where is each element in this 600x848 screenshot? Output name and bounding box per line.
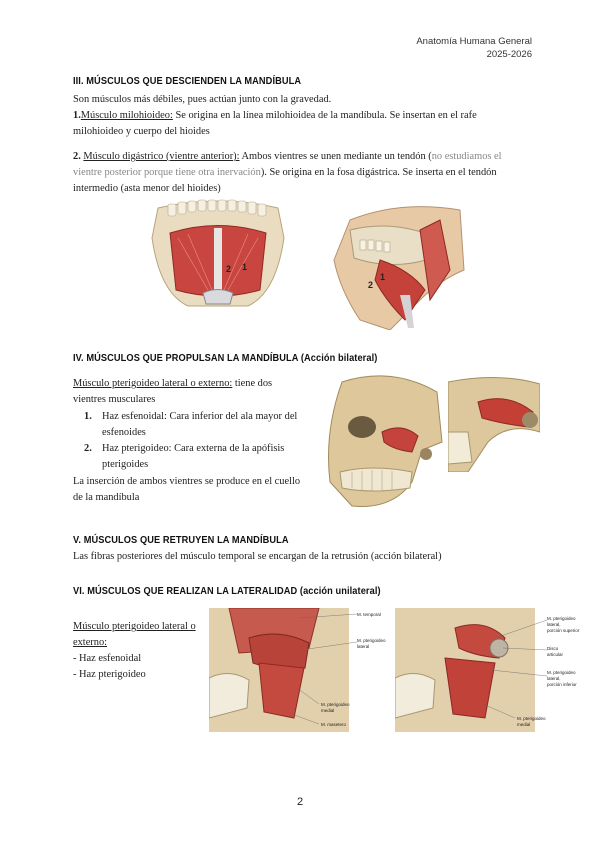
head-lateral-view-figure bbox=[330, 200, 466, 330]
academic-year: 2025-2026 bbox=[486, 49, 532, 60]
digastrico-line-3: intermedio (asta menor del hioides) bbox=[73, 183, 221, 194]
label-lateral: lateral bbox=[357, 644, 370, 649]
item-number: 2. bbox=[73, 151, 81, 162]
digastrico-line-1 bbox=[73, 149, 502, 165]
section-6-title-suffix: (acción unilateral) bbox=[297, 585, 381, 597]
section-4-title bbox=[73, 352, 377, 364]
pterygoid-muscles-figure-1 bbox=[209, 608, 391, 732]
label-medial: medial bbox=[517, 722, 531, 727]
pterygoid-muscles-figure-2 bbox=[395, 608, 590, 732]
mandible-inferior-view-figure bbox=[148, 198, 288, 313]
label-m-pterigoideo-medial: M. pterigoideo bbox=[321, 702, 350, 707]
digastrico-desc-cont: ). Se origina en la fosa digástrica. Se inserta en el tendón bbox=[260, 167, 497, 178]
section-5-text: Las fibras posteriores del músculo temporal se encargan de la retrusión (acción bilateral) bbox=[73, 551, 442, 562]
list-item-text: Haz esfenoidal: Cara inferior del ala mayor del bbox=[102, 411, 298, 422]
digastrico-desc: Ambos vientres se unen mediante un tendón ( bbox=[239, 151, 432, 162]
label-porcion-superior: porción superior bbox=[547, 628, 580, 633]
list-item-number: 1. bbox=[84, 411, 92, 422]
label-porcion-inferior: porción inferior bbox=[547, 682, 577, 687]
milohioideo-name: Músculo milohioideo: bbox=[80, 110, 173, 121]
lateralidad-item-2: - Haz pterigoideo bbox=[73, 669, 146, 680]
label-articular: articular bbox=[547, 652, 564, 657]
digastrico-note: no estudiamos el bbox=[431, 151, 502, 162]
label-disco: Disco bbox=[547, 646, 559, 651]
pterigoideo-intro-line-1 bbox=[73, 376, 272, 392]
figure-label-2: 2 bbox=[368, 280, 374, 290]
label-lateral: lateral, bbox=[547, 676, 561, 681]
list-item-number: 2. bbox=[84, 443, 92, 454]
course-name: Anatomía Humana General bbox=[416, 36, 532, 47]
pterigoideo-intro-line-2: vientres musculares bbox=[73, 394, 156, 405]
label-lateral: lateral, bbox=[547, 622, 561, 627]
section-3-title: III. MÚSCULOS QUE DESCIENDEN LA MANDÍBULA bbox=[73, 75, 302, 87]
page-number: 2 bbox=[296, 796, 304, 808]
digastrico-line-2 bbox=[73, 165, 497, 181]
lateralidad-muscle-name-cont: externo: bbox=[73, 637, 108, 648]
pterigoideo-name: Músculo pterigoideo lateral o externo: bbox=[73, 378, 233, 389]
list-item bbox=[84, 441, 297, 457]
label-m-pterigoideo-medial: M. pterigoideo bbox=[517, 716, 546, 721]
lateralidad-muscle-name: Músculo pterigoideo lateral o bbox=[73, 621, 196, 632]
insercion-line-2: de la mandíbula bbox=[73, 492, 140, 503]
digastrico-note-cont: vientre posterior porque tiene otra inervación bbox=[73, 167, 261, 178]
section-4-title-suffix: (Acción bilateral) bbox=[298, 352, 378, 364]
section-3-intro: Son músculos más débiles, pues actúan junto con la gravedad. bbox=[73, 94, 332, 105]
list-item-cont: esfenoides bbox=[102, 427, 146, 438]
milohioideo-desc: Se origina en la línea milohioidea de la mandíbula. Se insertan en el rafe bbox=[172, 110, 477, 121]
skull-lateral-figure bbox=[322, 372, 444, 512]
label-m-pterigoideo-lateral: M. pterigoideo bbox=[547, 616, 576, 621]
label-m-temporal: M. temporal bbox=[357, 612, 381, 617]
figure-label-1: 1 bbox=[242, 262, 248, 272]
list-item-text: Haz pterigoideo: Cara externa de la apófisis bbox=[102, 443, 285, 454]
milohioideo-line-1 bbox=[73, 108, 477, 124]
label-m-pterigoideo-lateral: M. pterigoideo bbox=[547, 670, 576, 675]
section-4-title-main: IV. MÚSCULOS QUE PROPULSAN LA MANDÍBULA bbox=[73, 352, 299, 364]
section-6-title bbox=[73, 585, 381, 597]
list-item bbox=[84, 409, 297, 425]
section-6-title-main: VI. MÚSCULOS QUE REALIZAN LA LATERALIDAD bbox=[73, 585, 298, 597]
lateralidad-item-1: - Haz esfenoidal bbox=[73, 653, 142, 664]
pterigoideo-desc: tiene dos bbox=[232, 378, 273, 389]
figure-label-2: 2 bbox=[226, 264, 232, 274]
list-item-cont: pterigoides bbox=[102, 459, 149, 470]
lateralidad-name-line-1 bbox=[73, 619, 196, 635]
item-number: 1. bbox=[73, 110, 81, 121]
label-m-masetero: M. masetero bbox=[321, 722, 347, 727]
label-m-pterigoideo-lateral: M. pterigoideo bbox=[357, 638, 386, 643]
pterigoideo-list bbox=[84, 409, 297, 473]
tmj-closeup-figure bbox=[448, 372, 540, 472]
label-medial: medial bbox=[321, 708, 335, 713]
section-5-title: V. MÚSCULOS QUE RETRUYEN LA MANDÍBULA bbox=[73, 534, 289, 546]
page-header bbox=[416, 35, 532, 61]
digastrico-name: Músculo digástrico (vientre anterior): bbox=[83, 151, 240, 162]
lateralidad-name-line-2 bbox=[73, 635, 107, 651]
milohioideo-line-2: milohioideo y cuerpo del hioides bbox=[73, 126, 210, 137]
insercion-line-1: La inserción de ambos vientres se produce en el cuello bbox=[73, 476, 301, 487]
figure-label-1: 1 bbox=[380, 272, 386, 282]
